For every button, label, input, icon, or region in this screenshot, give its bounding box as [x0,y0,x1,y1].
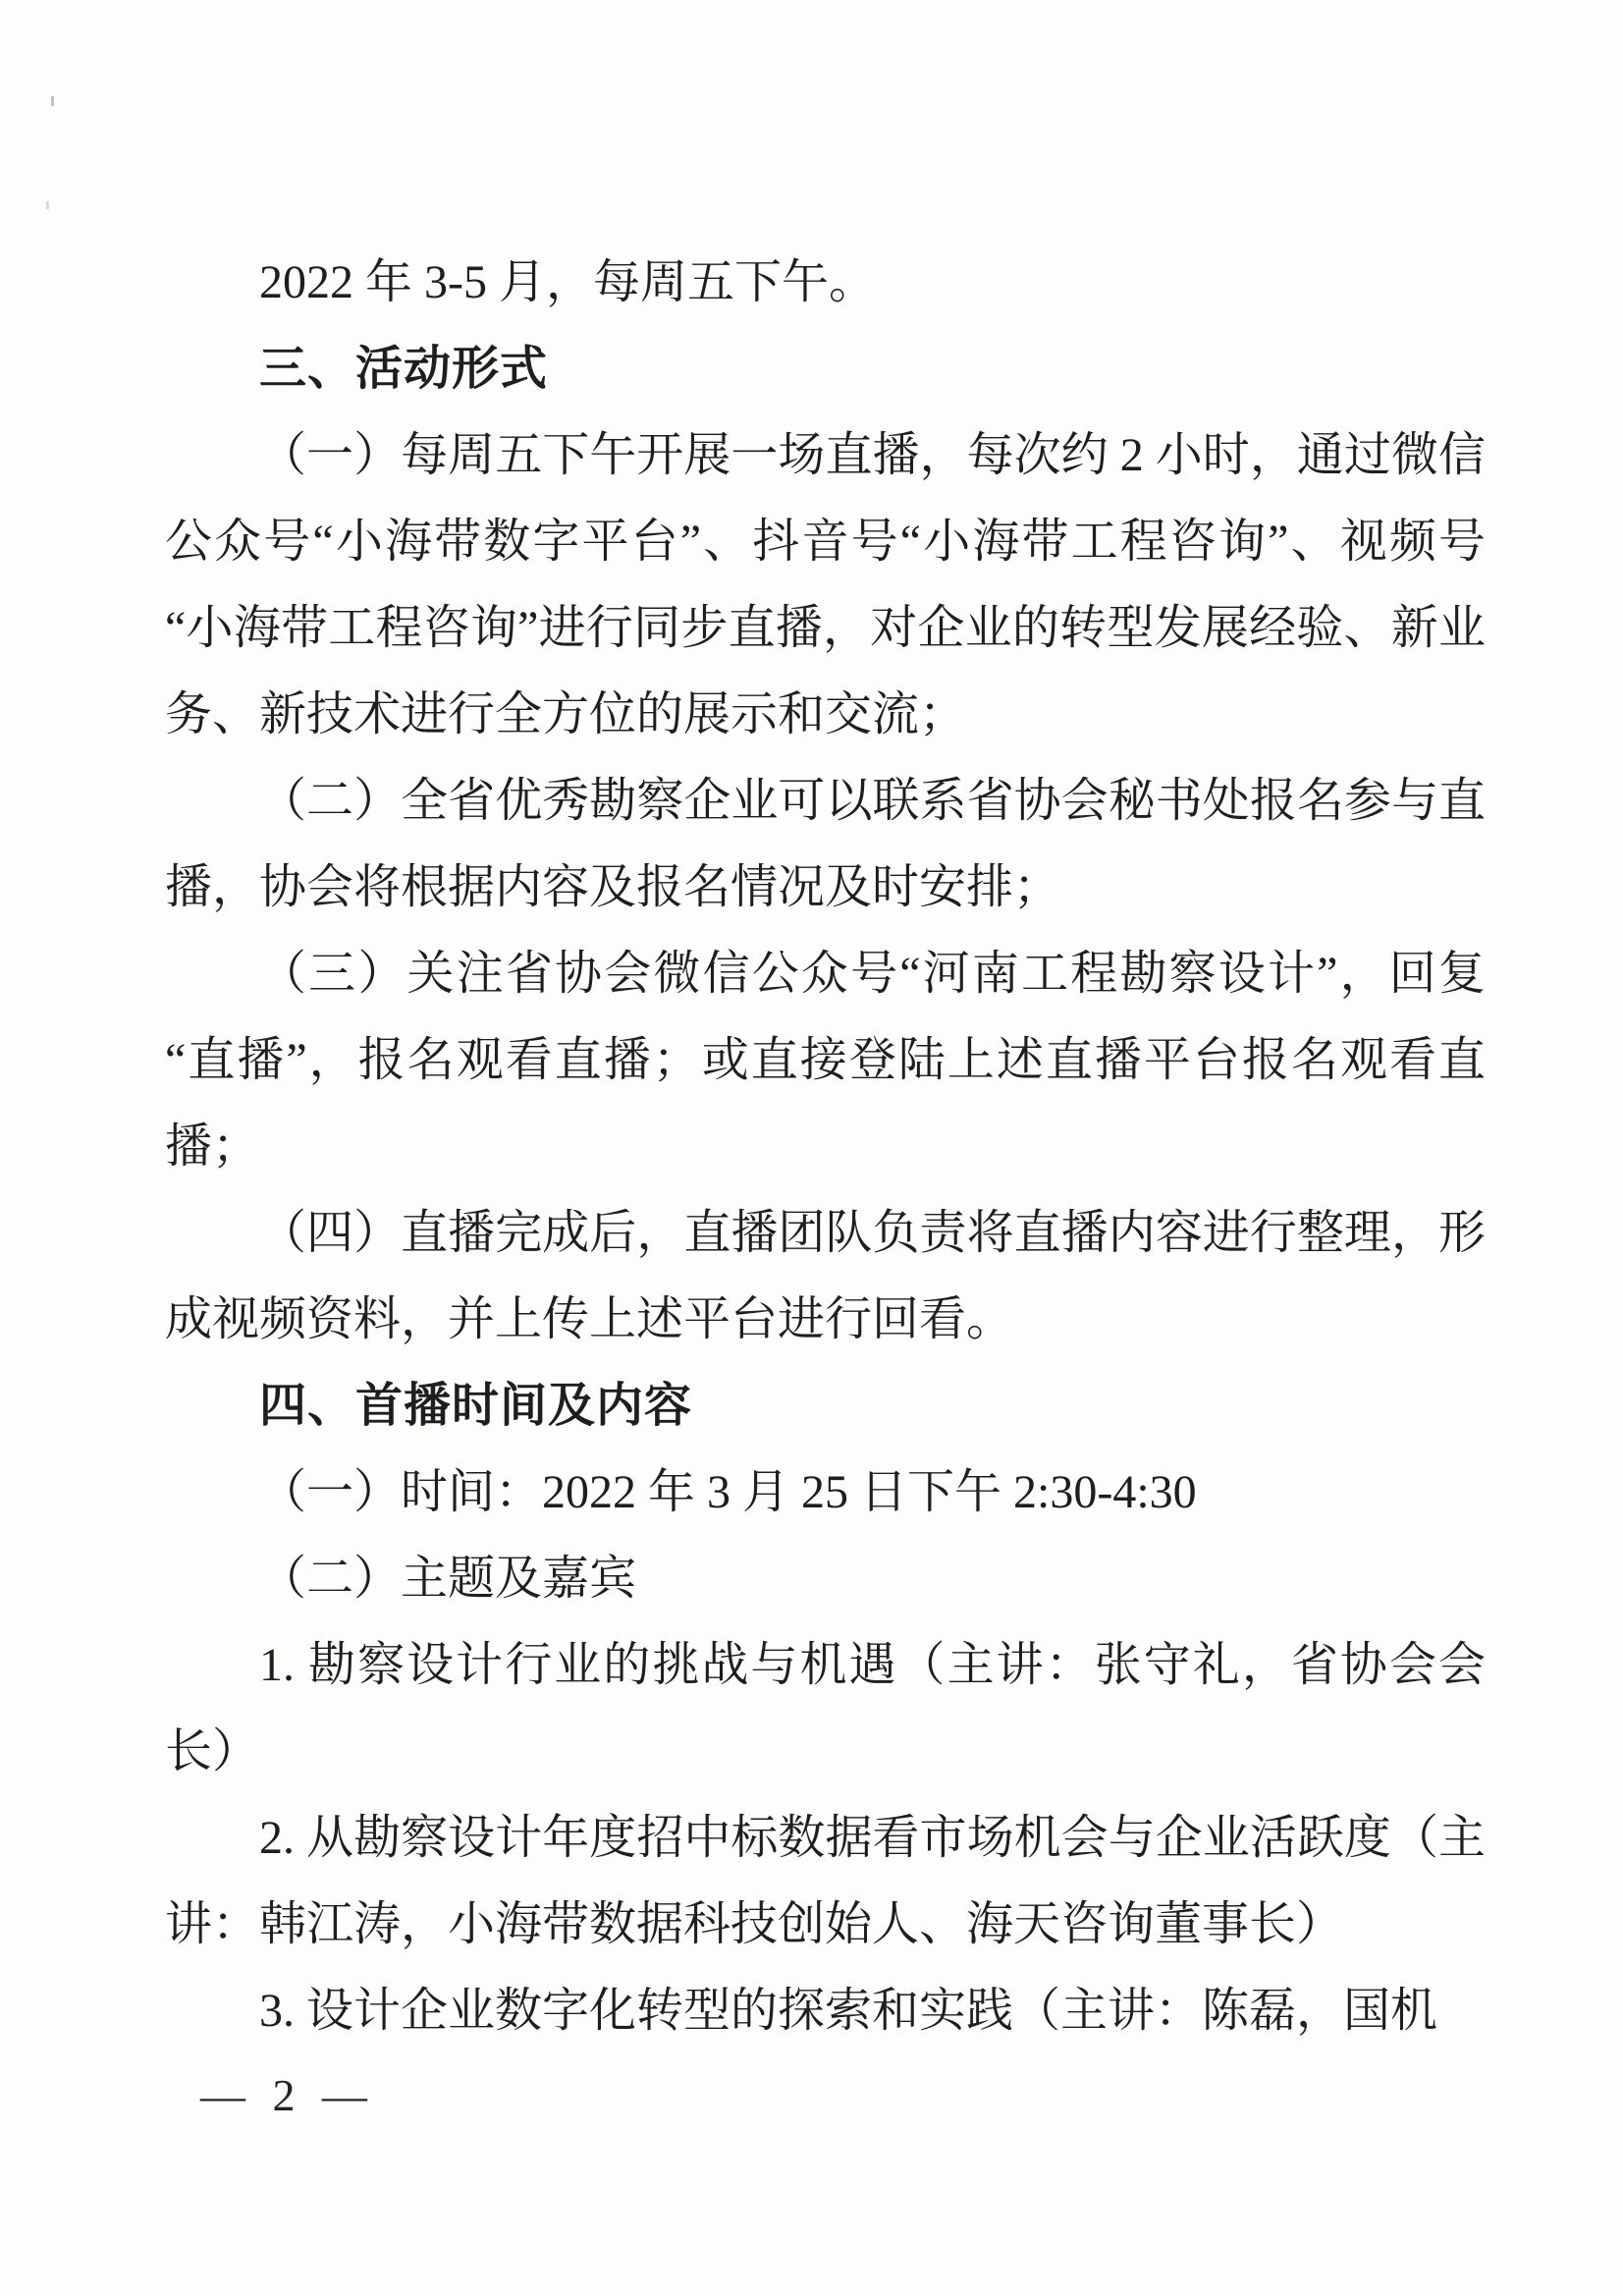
document-body [165,240,1486,2054]
paragraph-item-3-follow-account: （三）关注省协会微信公众号“河南工程勘察设计”，回复“直播”，报名观看直播；或直接登陆上述直播平台报名观看直播； [165,948,1486,1173]
paragraph-item-2-enterprise-signup: （二）全省优秀勘察企业可以联系省协会秘书处报名参与直播，协会将根据内容及报名情况及时安排； [165,775,1486,913]
paragraph-schedule: 2022 年 3-5 月，每周五下午。 [259,256,876,308]
paragraph-item-1-live-broadcast: （一）每周五下午开展一场直播，每次约 2 小时，通过微信公众号“小海带数字平台”、抖音号“小海带工程咨询”、视频号“小海带工程咨询”进行同步直播，对企业的转型发展经验、新业务、新技术进行全方位的展示和交流； [165,429,1486,740]
paragraph-topic-1: 1. 勘察设计行业的挑战与机遇（主讲：张守礼，省协会会长） [165,1639,1486,1777]
paragraph-topics-guests-label: （二）主题及嘉宾 [259,1553,637,1605]
page-number: — 2 — [200,2070,375,2120]
section-heading-activity-format: 三、活动形式 [259,343,549,395]
paragraph-premiere-time: （一）时间：2022 年 3 月 25 日下午 2:30-4:30 [259,1466,1197,1518]
section-heading-premiere-time-content: 四、首播时间及内容 [259,1380,693,1432]
paragraph-topic-2: 2. 从勘察设计年度招中标数据看市场机会与企业活跃度（主讲：韩江涛，小海带数据科技创始人、海天咨询董事长） [165,1812,1486,1950]
paragraph-topic-3: 3. 设计企业数字化转型的探索和实践（主讲：陈磊，国机 [259,1985,1438,2037]
paragraph-item-4-replay: （四）直播完成后，直播团队负责将直播内容进行整理，形成视频资料，并上传上述平台进行回看。 [165,1207,1486,1345]
